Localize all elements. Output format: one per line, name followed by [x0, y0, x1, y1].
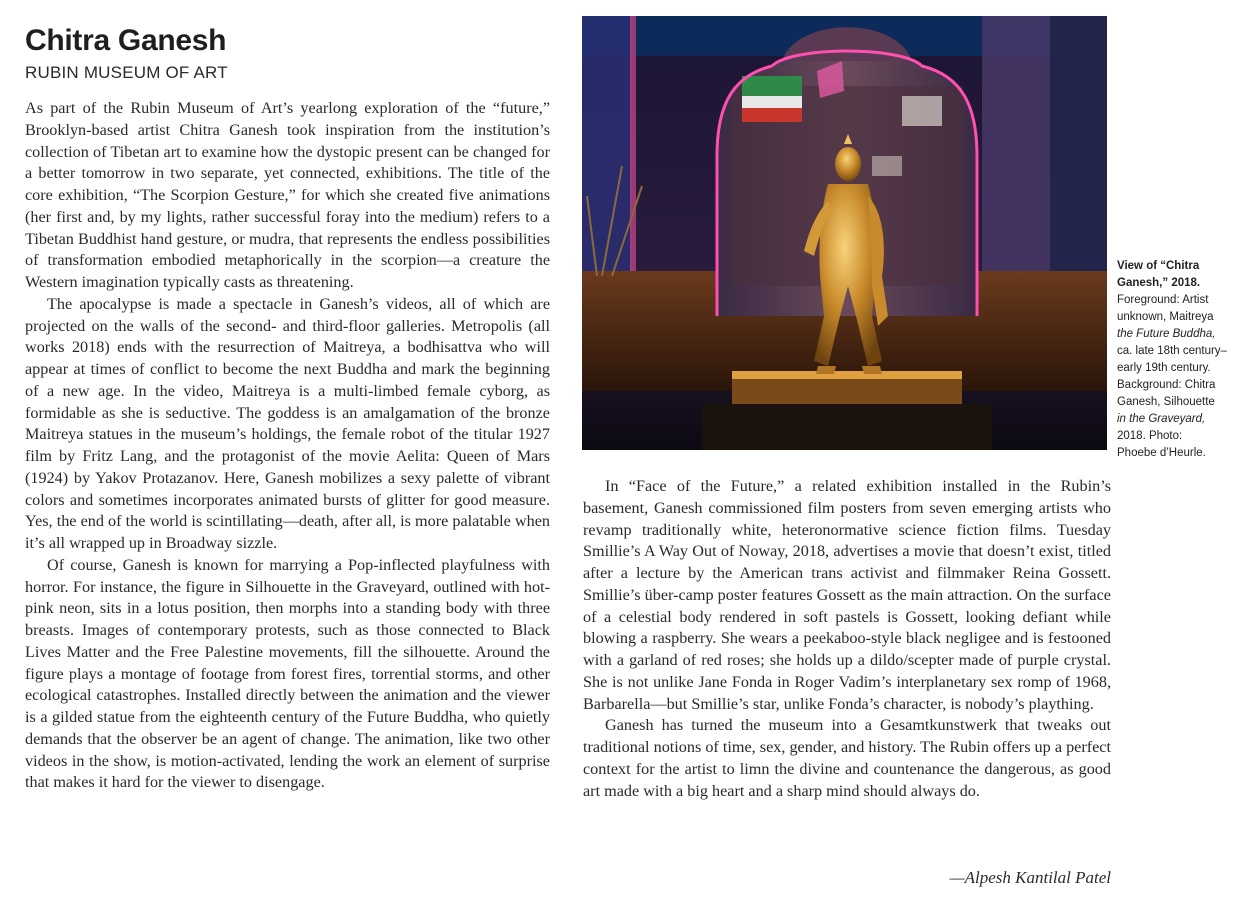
caption-line: View of “Chitra [1117, 260, 1200, 272]
caption-line: Ganesh,” 2018. [1117, 277, 1201, 289]
author-signature: —Alpesh Kantilal Patel [949, 868, 1111, 887]
article-left-column [25, 98, 550, 794]
caption-line: unknown, Maitreya [1117, 311, 1214, 323]
exhibition-photo-illustration [582, 16, 1107, 450]
paragraph-1: As part of the Rubin Museum of Art’s yearlong exploration of the “future,” Brooklyn-based artist Chitra Ganesh took inspiration from the institution’s collection of Tibetan art to examine how the dystopic present can be changed for a better tomorrow in two separate, yet connected, exhibitions. The title of the core exhibition, “The Scorpion Gesture,” for which she created five animations (her first and, by my lights, rather successful foray into the medium) refers to a Tibetan Buddhist hand gesture, or mudra, that represents the endless possibilities of transformation embodied metaphorically in the scorpion—a creature the Western imagination typically casts as threatening. [25, 99, 550, 291]
caption-line: Background: Chitra [1117, 379, 1216, 391]
caption-line: Phoebe d’Heurle. [1117, 447, 1206, 459]
article-title: Chitra Ganesh [25, 24, 227, 57]
paragraph-3: Of course, Ganesh is known for marrying a Pop-inflected playfulness with horror. For instance, the figure in Silhouette in the Graveyard, outlined with hot-pink neon, sits in a lotus position, then morphs into a standing body with three breasts. Images of contemporary protests, such as those connected to Black Lives Matter and the Free Palestine movements, fill the silhouette. Around the figure plays a montage of footage from forest fires, torrential storms, and other ecological catastrophes. Installed directly between the animation and the viewer is a gilded statue from the eighteenth century of the Future Buddha, who quietly demands that the observer be an agent of change. The animation, like two other videos in the show, is motion-activated, lending the work an element of surprise that makes it hard for the viewer to disengage. [25, 555, 550, 792]
paragraph-2: The apocalypse is made a spectacle in Ganesh’s videos, all of which are projected on the walls of the second- and third-floor galleries. Metropolis (all works 2018) ends with the resurrection of Maitreya, a bodhisattva who will appear at times of conflict to become the next Buddha and mark the beginning of a new age. In the video, Maitreya is a multi-limbed female cyborg, as formidable as she is seductive. The goddess is an amalgamation of the bronze Maitreya statues in the museum’s holdings, the female robot of the titular 1927 film by Fritz Lang, and the protagonist of the movie Aelita: Queen of Mars (1924) by Yakov Protazanov. Here, Ganesh mobilizes a sexy palette of vibrant colors and sometimes incorporates animated bursts of glitter for good measure. Yes, the end of the world is scintillating—death, after all, is more palatable when it’s all wrapped up in Broadway sizzle. [25, 294, 550, 552]
caption-line: Ganesh, Silhouette [1117, 396, 1215, 408]
caption-line: Foreground: Artist [1117, 294, 1209, 306]
article-right-column [583, 476, 1111, 802]
paragraph-5: Ganesh has turned the museum into a Gesamtkunstwerk that tweaks out traditional notions of time, sex, gender, and history. The Rubin offers up a perfect context for the artist to limn the divine and countenance the dangerous, as good art made with a big heart and a sharp mind should always do. [583, 716, 1111, 800]
paragraph-4: In “Face of the Future,” a related exhibition installed in the Rubin’s basement, Ganesh commissioned film posters from seven emerging artists who revamp traditionally white, heteronormative science fiction films. Tuesday Smillie’s A Way Out of Noway, 2018, advertises a movie that doesn’t exist, titled after a lecture by the American trans activist and filmmaker Reina Gossett. Smillie’s über-camp poster features Gossett as the main attraction. On the surface of a celestial body rendered in soft pastels is Gossett, looking defiant while blowing a raspberry. She wears a peekaboo-style black negligee and is festooned with a garland of red roses; she holds up a dildo/scepter made of purple crystal. She is not unlike Jane Fonda in Roger Vadim’s interplanetary sex romp of 1968, Barbarella—but Smillie’s star, unlike Fonda’s character, is nobody’s plaything. [583, 477, 1111, 713]
caption-line: 2018. Photo: [1117, 430, 1183, 442]
caption-line: in the Graveyard, [1117, 413, 1206, 425]
caption-line: the Future Buddha, [1117, 328, 1216, 340]
venue-subtitle: RUBIN MUSEUM OF ART [25, 63, 228, 82]
exhibition-photo [582, 16, 1107, 450]
caption-line: early 19th century. [1117, 362, 1211, 374]
caption-line: ca. late 18th century– [1117, 345, 1227, 357]
photo-caption [1117, 258, 1235, 462]
